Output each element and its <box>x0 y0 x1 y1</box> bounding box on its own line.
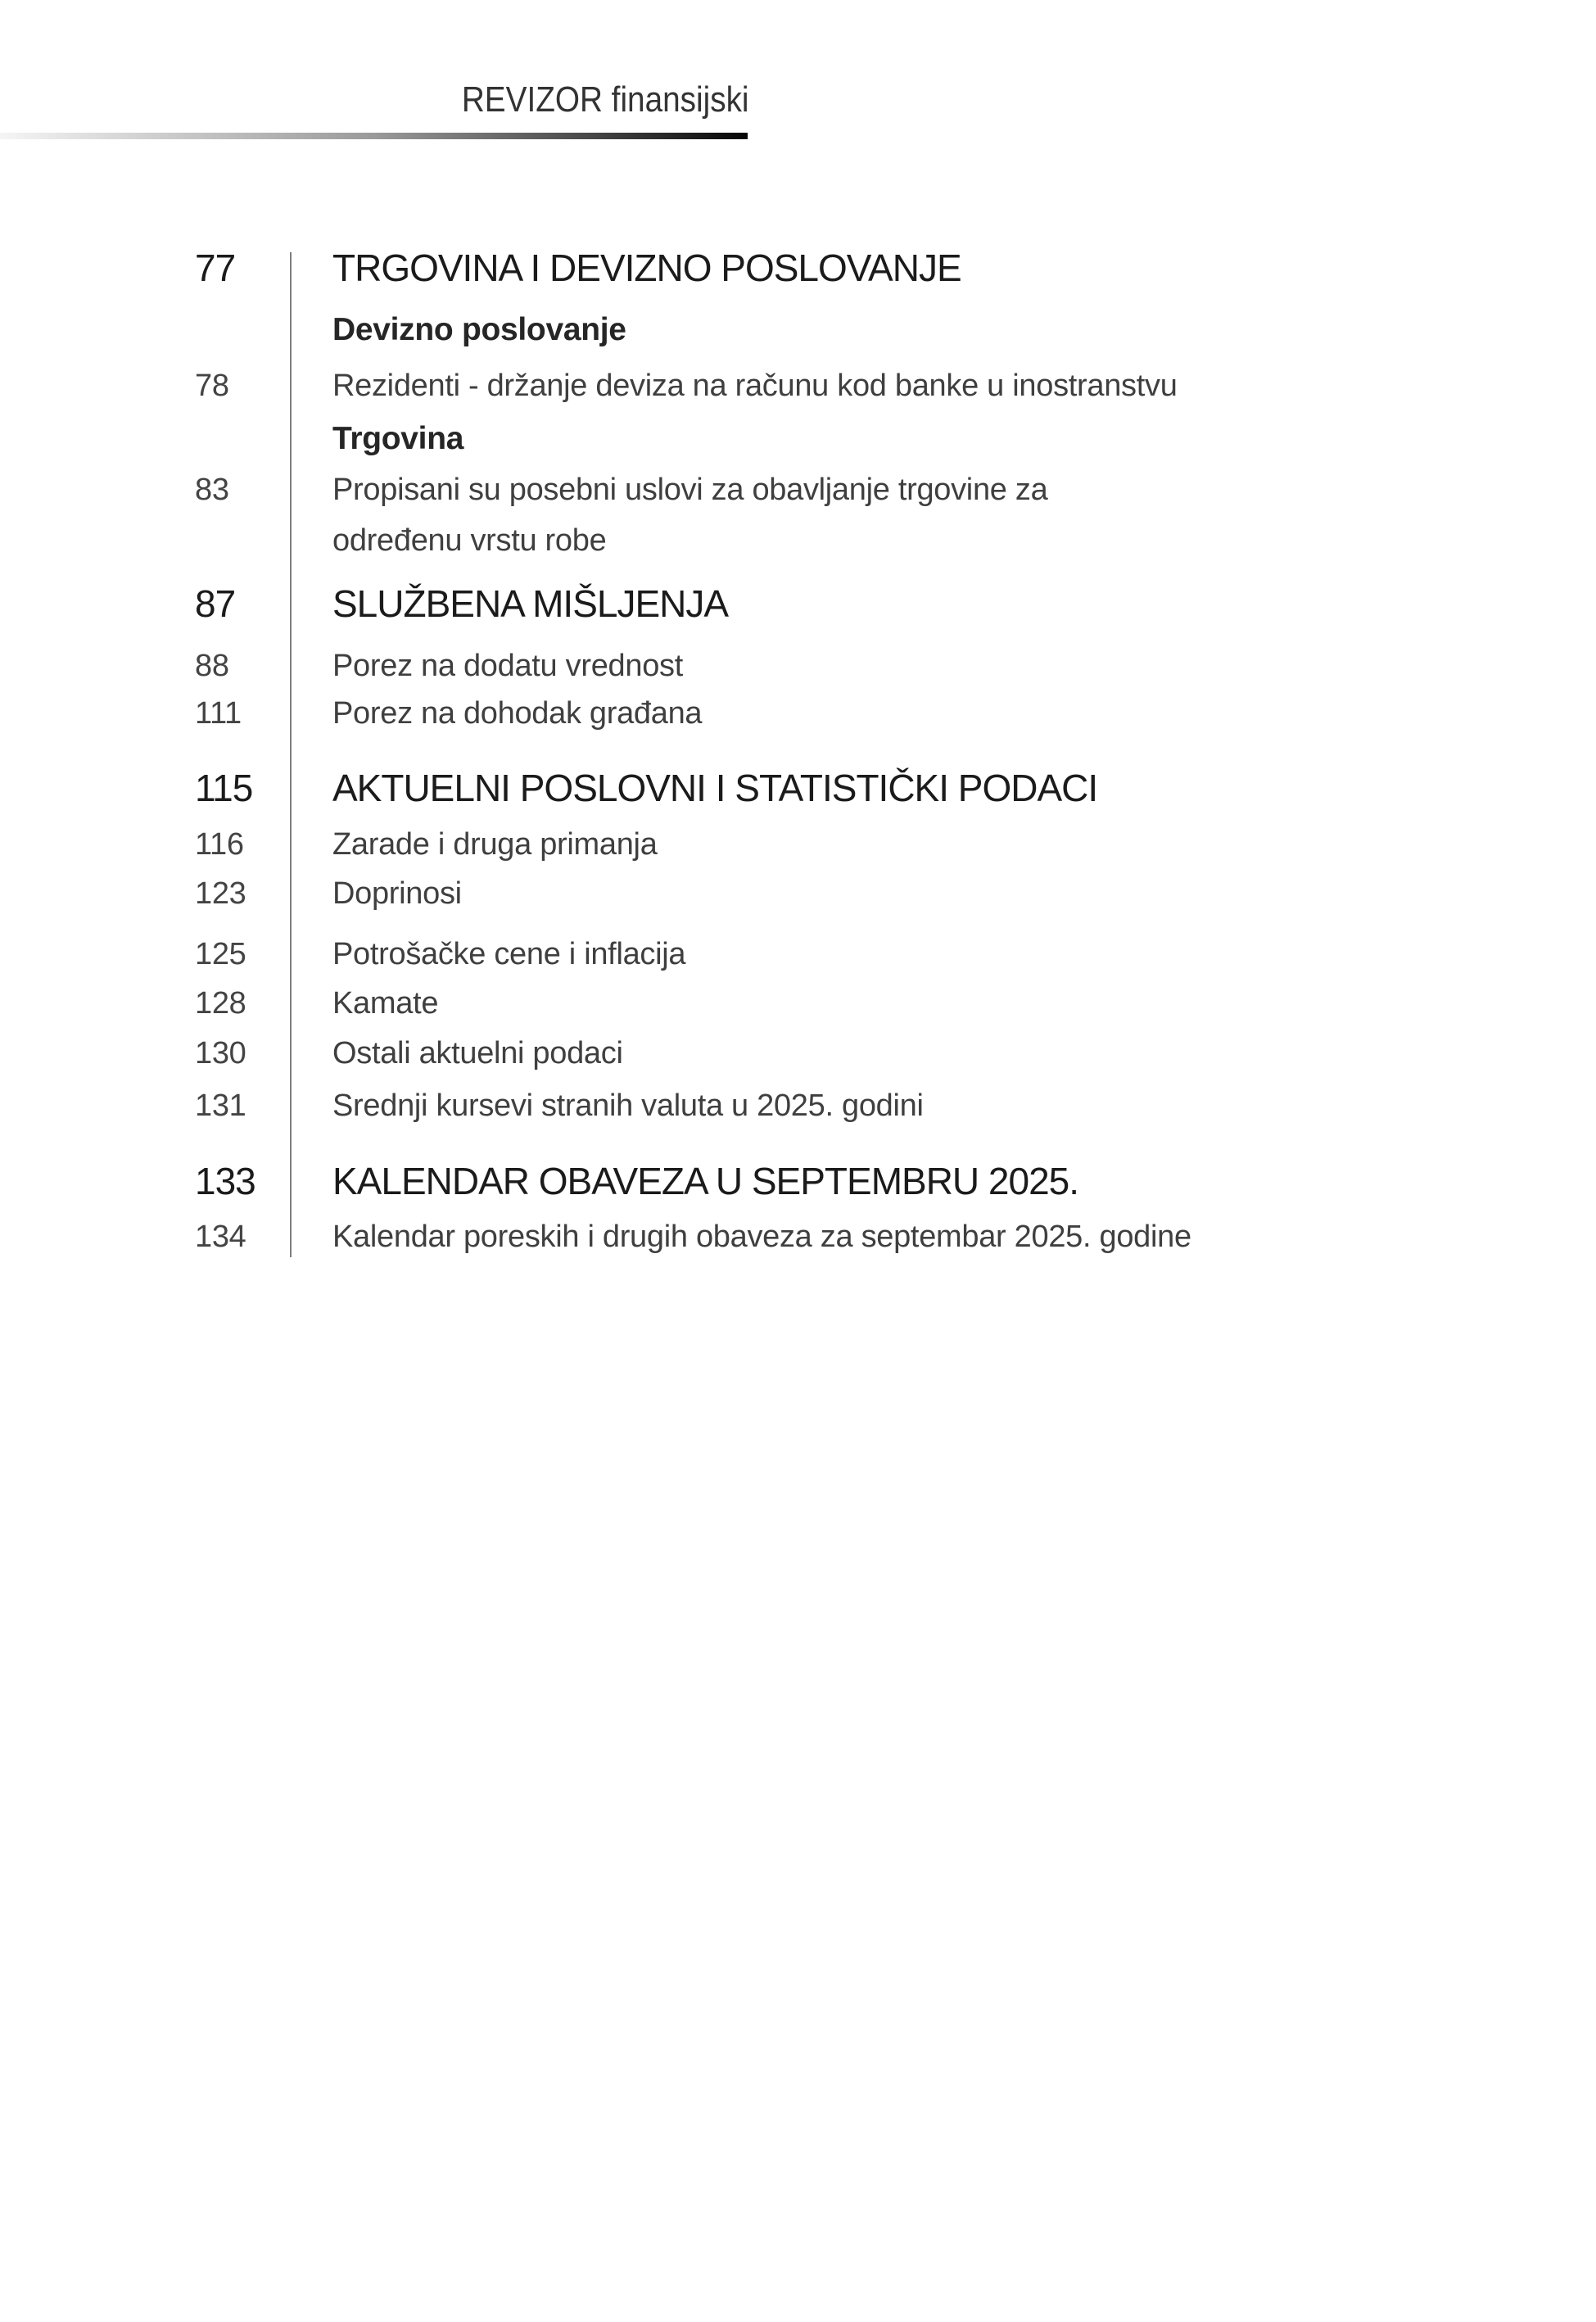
toc-subheading-title: Trgovina <box>332 421 464 456</box>
toc-page-number: 111 <box>195 696 242 731</box>
toc-entry-title: Porez na dohodak građana <box>332 696 703 731</box>
toc-page-number: 128 <box>195 986 246 1021</box>
toc-entry-title: Zarade i druga primanja <box>332 827 658 862</box>
toc-page-number: 134 <box>195 1220 246 1254</box>
toc-entry-title: Kalendar poreskih i drugih obaveza za septembar 2025. godine <box>332 1220 1191 1254</box>
toc-page-number: 116 <box>195 827 244 862</box>
toc-section-title: KALENDAR OBAVEZA U SEPTEMBRU 2025. <box>332 1160 1079 1202</box>
toc-page-number: 131 <box>195 1089 246 1123</box>
toc-entry-title-line2: određenu vrstu robe <box>332 523 607 558</box>
toc-page-number: 125 <box>195 937 246 971</box>
toc-divider-line <box>290 252 292 1257</box>
toc-page-number: 77 <box>195 247 236 289</box>
toc-subheading-title: Devizno poslovanje <box>332 312 626 347</box>
toc-page-number: 123 <box>195 876 246 911</box>
toc-page-number: 88 <box>195 649 229 683</box>
toc-page-number: 78 <box>195 369 229 403</box>
toc-section-title: SLUŽBENA MIŠLJENJA <box>332 582 729 625</box>
toc-entry-title: Porez na dodatu vrednost <box>332 649 683 683</box>
toc-entry-title: Potrošačke cene i inflacija <box>332 937 686 971</box>
toc-entry-title: Kamate <box>332 986 439 1021</box>
toc-entry-title: Doprinosi <box>332 876 462 911</box>
toc-section-title: TRGOVINA I DEVIZNO POSLOVANJE <box>332 247 961 289</box>
toc-page-number: 83 <box>195 473 229 507</box>
toc-page-number: 87 <box>195 582 236 625</box>
toc-page-number: 115 <box>195 767 253 809</box>
toc-entry-title: Rezidenti - držanje deviza na računu kod banke u inostranstvu <box>332 369 1178 403</box>
journal-title: REVIZOR finansijski <box>462 79 749 120</box>
toc-page-number: 133 <box>195 1160 255 1202</box>
toc-section-title: AKTUELNI POSLOVNI I STATISTIČKI PODACI <box>332 767 1098 809</box>
toc-entry-title: Ostali aktuelni podaci <box>332 1036 623 1070</box>
toc-entry-title: Srednji kursevi stranih valuta u 2025. godini <box>332 1089 924 1123</box>
toc-entry-title-line1: Propisani su posebni uslovi za obavljanje trgovine za <box>332 473 1048 507</box>
toc-page-number: 130 <box>195 1036 246 1070</box>
